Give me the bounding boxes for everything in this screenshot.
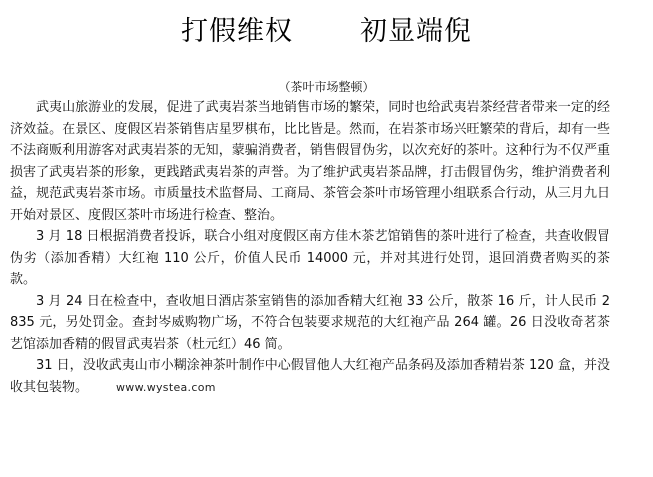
paragraph-intro: 武夷山旅游业的发展，促进了武夷岩茶当地销售市场的繁荣，同时也给武夷岩茶经营者带来一定的经济效益。在景区、度假区岩茶销售店星罗棋布，比比皆是。然而，在岩茶市场兴旺繁荣的背后，却有一些不法商贩利用游客对武夷岩茶的无知，蒙骗消费者，销售假冒伪劣，以次充好的茶叶。这种行为不仅严重损害了武夷岩茶的形象，更践踏武夷岩茶的声誉。为了维护武夷岩茶品牌，打击假冒伪劣，维护消费者利益，规范武夷岩茶市场。市质量技术监督局、工商局、茶管会茶叶市场管理小组联系合行动，从三月九日开始对景区、度假区茶叶市场进行检查、整治。 xyxy=(10,100,610,223)
paragraph-march-24: 3 月 24 日在检查中，查收旭日酒店茶室销售的添加香精大红袍 33 公斤，散茶 16 斤，计人民币 2835 元，另处罚金。查封岑威购物广场，不符合包装要求规范的大红袍产品 264 罐。26 日没收奇茗茶艺馆添加香精的假冒武夷岩茶（杜元红）46 简。 xyxy=(10,293,610,352)
article-subtitle: （茶叶市场整顿） xyxy=(278,80,375,94)
paragraph-march-31-text: 31 日，没收武夷山市小糊涂神茶叶制作中心假冒他人大红袍产品条码及添加香精岩茶 120 盒，并没收其包装物。 xyxy=(10,358,610,395)
article-title: 打假维权 初显端倪 xyxy=(180,16,473,47)
paragraph-march-31 xyxy=(10,355,610,398)
paragraph-march-18: 3 月 18 日根据消费者投诉，联合小组对度假区南方佳木茶艺馆销售的茶叶进行了检查，共查收假冒伪劣（添加香精）大红袍 110 公斤，价值人民币 14000 元，并对其进行处罚，退回消费者购买的茶款。 xyxy=(10,229,610,287)
article-body xyxy=(10,97,610,398)
website-url: www.wystea.com xyxy=(116,380,216,394)
